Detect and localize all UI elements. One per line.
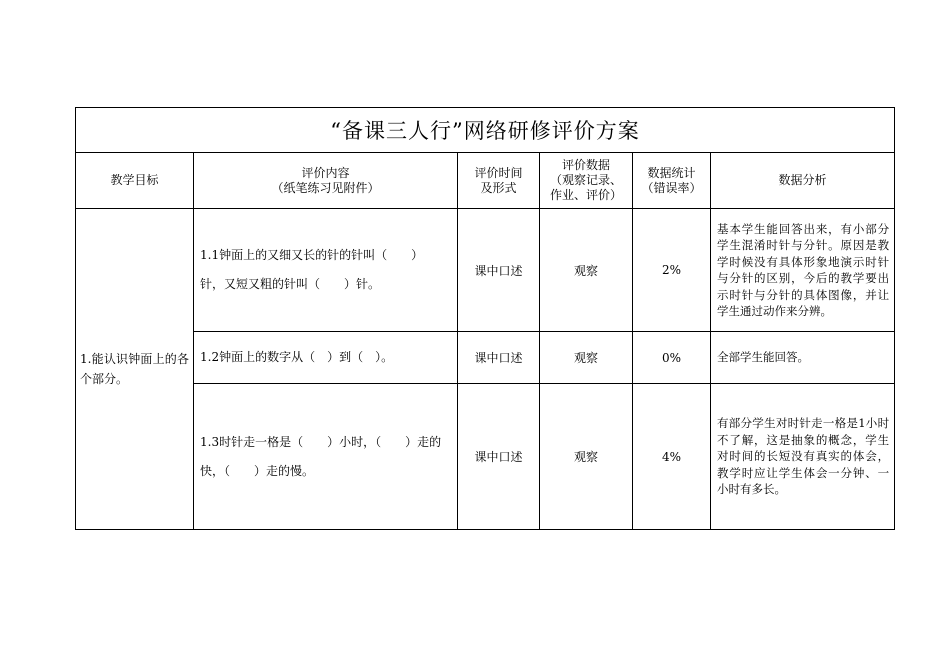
- evaluation-content: 1.2钟面上的数字从（ ）到（ ）。: [194, 332, 458, 384]
- evaluation-plan-table: [75, 107, 895, 530]
- table-row: [76, 384, 895, 530]
- data-analysis: 基本学生能回答出来，有小部分学生混淆时针与分针。原因是教学时候没有具体形象地演示时针与分针的区别，今后的教学要出示时针与分针的具体图像，并让学生通过动作来分辨。: [711, 209, 895, 332]
- evaluation-content: 1.1钟面上的又细又长的针的针叫（ ） 针，又短又粗的针叫（ ）针。: [194, 209, 458, 332]
- header-content: 评价内容 （纸笔练习见附件）: [194, 153, 458, 209]
- table-row: [76, 332, 895, 384]
- data-analysis: 有部分学生对时针走一格是1小时不了解，这是抽象的概念，学生对时间的长短没有真实的体会，教学时应让学生体会一分钟、一小时有多长。: [711, 384, 895, 530]
- error-rate: 2%: [633, 209, 711, 332]
- header-data: 评价数据 （观察记录、 作业、评价）: [540, 153, 633, 209]
- header-stats: 数据统计 （错误率）: [633, 153, 711, 209]
- evaluation-time: 课中口述: [458, 332, 540, 384]
- evaluation-data: 观察: [540, 209, 633, 332]
- error-rate: 0%: [633, 332, 711, 384]
- evaluation-time: 课中口述: [458, 384, 540, 530]
- evaluation-content: 1.3时针走一格是（ ）小时，（ ）走的 快，（ ）走的慢。: [194, 384, 458, 530]
- evaluation-data: 观察: [540, 384, 633, 530]
- teaching-goal: 1.能认识钟面上的各个部分。: [76, 209, 194, 530]
- header-time: 评价时间 及形式: [458, 153, 540, 209]
- header-goal: 教学目标: [76, 153, 194, 209]
- evaluation-time: 课中口述: [458, 209, 540, 332]
- table-row: [76, 209, 895, 332]
- error-rate: 4%: [633, 384, 711, 530]
- table-header-row: [76, 153, 895, 209]
- header-analysis: 数据分析: [711, 153, 895, 209]
- evaluation-data: 观察: [540, 332, 633, 384]
- document-title: “备课三人行”网络研修评价方案: [76, 108, 895, 153]
- data-analysis: 全部学生能回答。: [711, 332, 895, 384]
